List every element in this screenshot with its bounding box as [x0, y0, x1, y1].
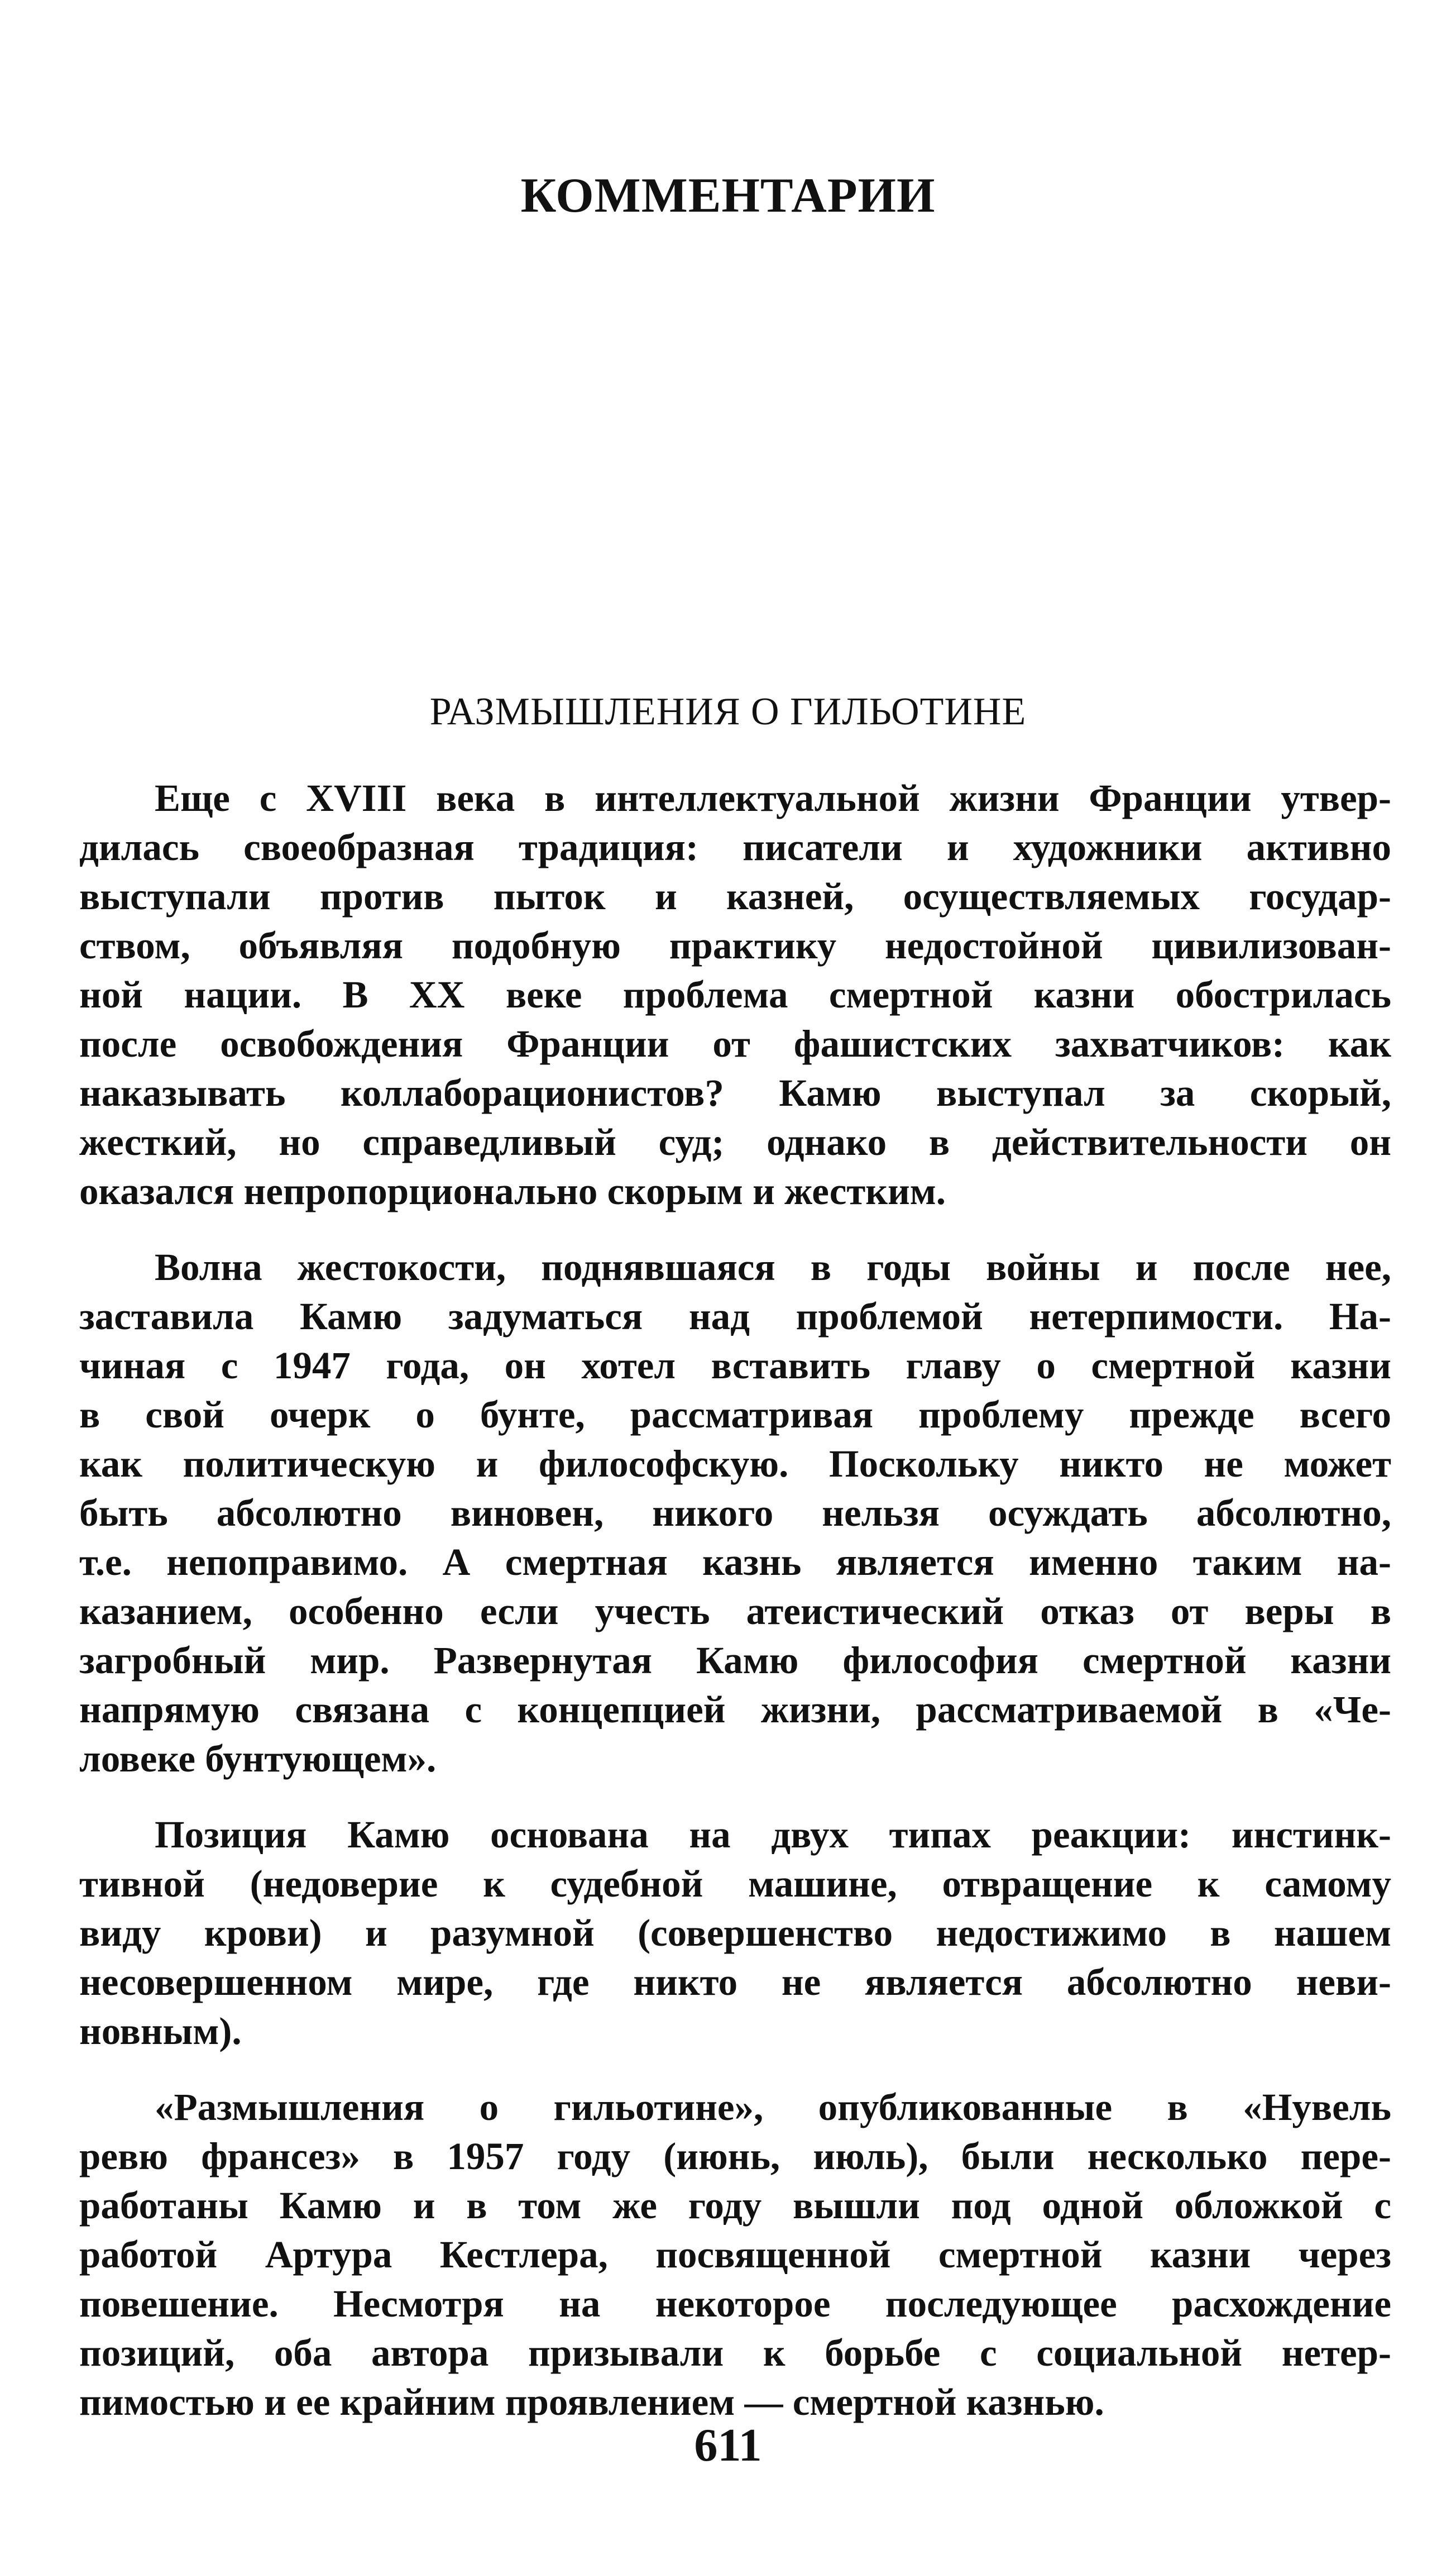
text-line: ревю франсез» в 1957 году (июнь, июль), были несколько пере- — [79, 2135, 1391, 2177]
text-line: оказался непропорционально скорым и жестким. — [79, 1170, 946, 1212]
text-line: тивной (недоверие к судебной машине, отвращение к самому — [79, 1862, 1391, 1905]
text-line: ловеке бунтующем». — [79, 1737, 437, 1780]
text-line: пимостью и ее крайним проявлением — смертной казнью. — [79, 2381, 1104, 2423]
page-number: 611 — [694, 2419, 762, 2471]
text-line: выступали против пыток и казней, осуществляемых государ- — [79, 875, 1391, 918]
text-line: загробный мир. Развернутая Камю философия смертной казни — [79, 1639, 1391, 1682]
text-line: казанием, особенно если учесть атеистический отказ от веры в — [79, 1590, 1391, 1632]
text-line: работой Артура Кестлера, посвященной смертной казни через — [79, 2233, 1391, 2276]
text-line: виду крови) и разумной (совершенство недостижимо в нашем — [79, 1912, 1391, 1954]
text-line: чиная с 1947 года, он хотел вставить главу о смертной казни — [79, 1344, 1391, 1387]
paragraph — [79, 1243, 1391, 1783]
text-line: ной нации. В XX веке проблема смертной казни обострилась — [79, 973, 1391, 1016]
text-line: работаны Камю и в том же году вышли под одной обложкой с — [79, 2184, 1391, 2227]
body-text — [79, 773, 1391, 2453]
text-line: как политическую и философскую. Поскольку никто не может — [79, 1443, 1391, 1485]
text-line: Еще с XVIII века в интеллектуальной жизни Франции утвер- — [155, 777, 1391, 819]
text-line: новным). — [79, 2010, 242, 2052]
text-line: наказывать коллаборационистов? Камю выступал за скорый, — [79, 1072, 1391, 1114]
text-line: позиций, оба автора призывали к борьбе с социальной нетер- — [79, 2332, 1391, 2374]
text-line: напрямую связана с концепцией жизни, рассматриваемой в «Че- — [79, 1688, 1391, 1731]
paragraph — [79, 773, 1391, 1216]
text-line: «Размышления о гильотине», опубликованные в «Нувель — [155, 2086, 1391, 2128]
text-line: Волна жестокости, поднявшаяся в годы войны и после нее, — [155, 1246, 1391, 1288]
text-line: ством, объявляя подобную практику недостойной цивилизован- — [79, 924, 1391, 967]
paragraph — [79, 1810, 1391, 2056]
text-line: Позиция Камю основана на двух типах реакции: инстинк- — [155, 1813, 1391, 1856]
paragraph — [79, 2083, 1391, 2427]
text-line: дилась своеобразная традиция: писатели и художники активно — [79, 826, 1391, 868]
text-line: жесткий, но справедливый суд; однако в действительности он — [79, 1121, 1391, 1163]
text-line: несовершенном мире, где никто не является абсолютно неви- — [79, 1961, 1391, 2003]
page-title: КОММЕНТАРИИ — [520, 169, 936, 223]
text-line: т.е. непоправимо. А смертная казнь является именно таким на- — [79, 1541, 1391, 1583]
text-line: быть абсолютно виновен, никого нельзя осуждать абсолютно, — [79, 1492, 1391, 1534]
text-line: заставила Камю задуматься над проблемой нетерпимости. На- — [79, 1295, 1391, 1338]
text-line: в свой очерк о бунте, рассматривая проблему прежде всего — [79, 1393, 1391, 1436]
text-line: после освобождения Франции от фашистских захватчиков: как — [79, 1023, 1391, 1065]
section-title: РАЗМЫШЛЕНИЯ О ГИЛЬОТИНЕ — [429, 690, 1027, 733]
text-line: повешение. Несмотря на некоторое последующее расхождение — [79, 2282, 1391, 2325]
